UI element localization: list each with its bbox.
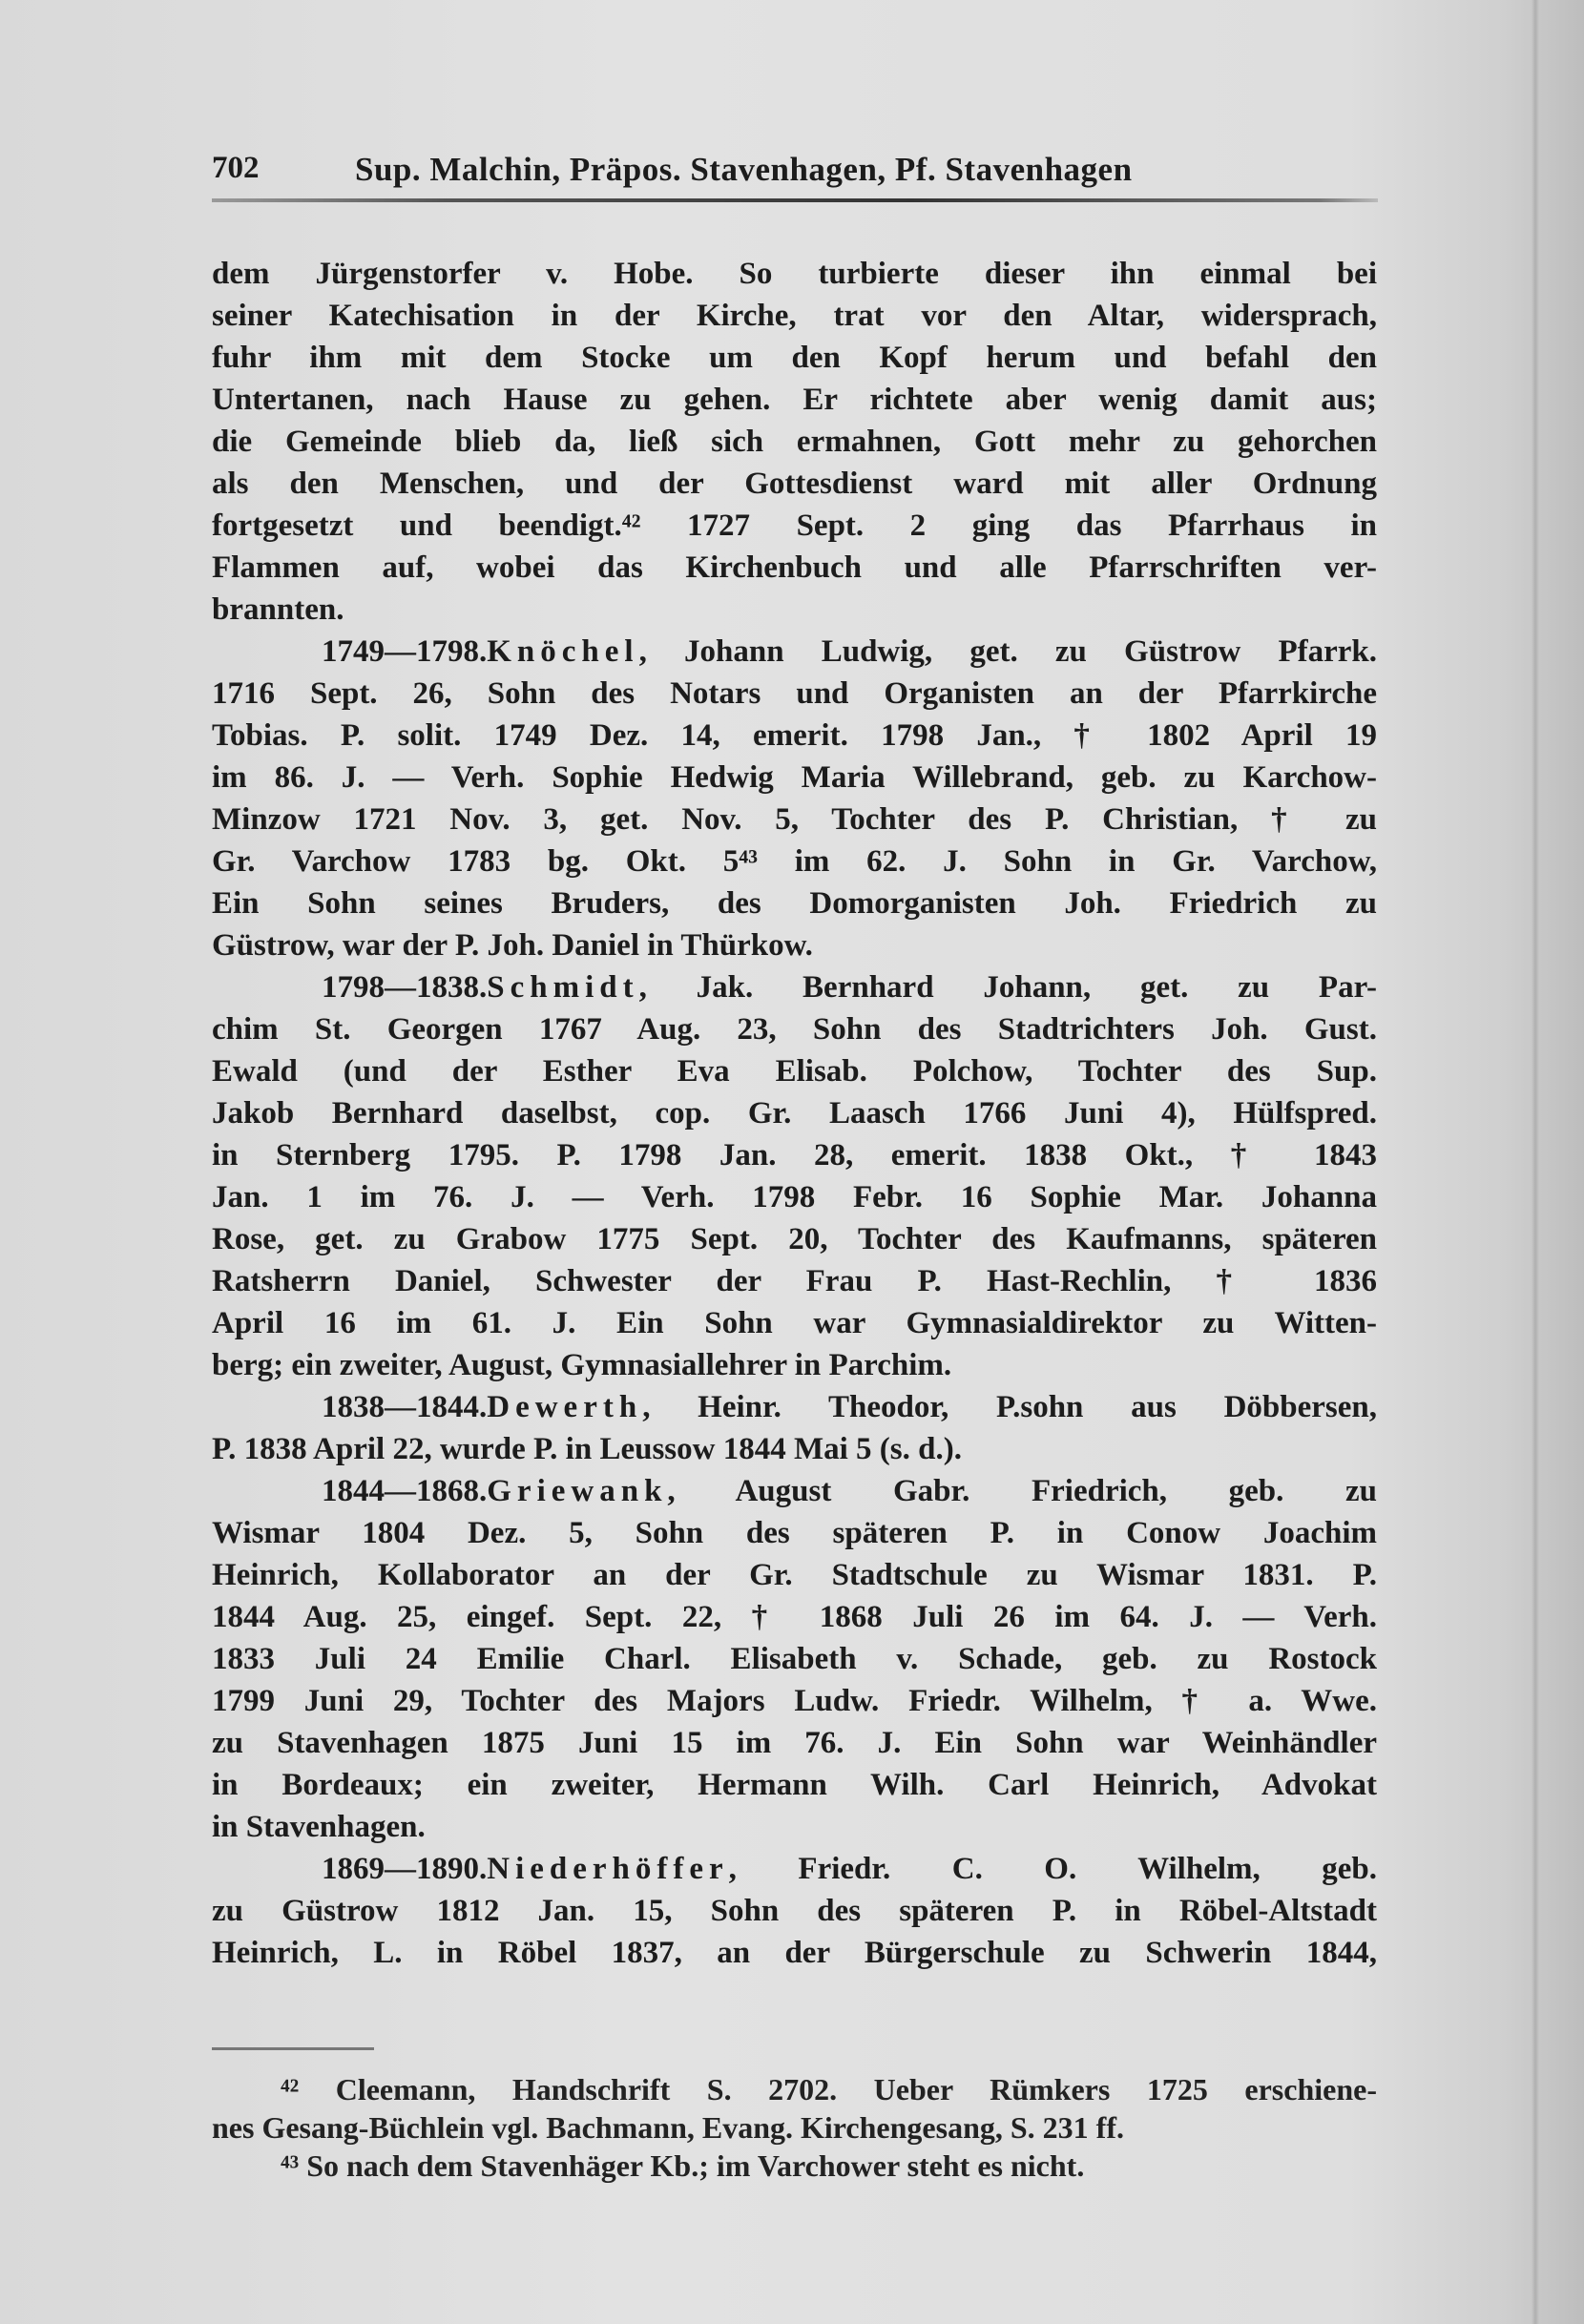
text-line: die Gemeinde blieb da, ließ sich ermahnen, Gott mehr zu gehorchen	[212, 425, 1377, 459]
footnote-line: nes Gesang-Büchlein vgl. Bachmann, Evang. Kirchengesang, S. 231 ff.	[212, 2110, 1124, 2145]
pastor-name: Griewank	[487, 1474, 668, 1508]
paragraph	[212, 966, 1377, 1386]
paragraph	[212, 1386, 1377, 1470]
text-line: in Bordeaux; ein zweiter, Hermann Wilh. Carl Heinrich, Advokat	[212, 1768, 1377, 1802]
text-line: chim St. Georgen 1767 Aug. 23, Sohn des Stadtrichters Joh. Gust.	[212, 1012, 1377, 1047]
text-line: brannten.	[212, 592, 344, 627]
text-line: Minzow 1721 Nov. 3, get. Nov. 5, Tochter des P. Christian, † zu	[212, 802, 1377, 837]
text-line: im 86. J. — Verh. Sophie Hedwig Maria Willebrand, geb. zu Karchow-	[212, 760, 1377, 795]
running-title: Sup. Malchin, Präpos. Stavenhagen, Pf. Stavenhagen	[355, 151, 1133, 188]
pastor-name: Dewerth	[487, 1390, 643, 1424]
entry-heading-rest: , Heinr. Theodor, P.sohn aus Döbbersen,	[642, 1390, 1377, 1424]
body-text	[212, 253, 1377, 1974]
entry-dates: 1798—1838.	[322, 970, 488, 1005]
text-line: Jan. 1 im 76. J. — Verh. 1798 Febr. 16 Sophie Mar. Johanna	[212, 1180, 1377, 1214]
entry-heading-rest: , Friedr. C. O. Wilhelm, geb.	[728, 1852, 1377, 1886]
pastor-name: Schmidt	[487, 970, 639, 1005]
text-line: Ein Sohn seines Bruders, des Domorganisten Joh. Friedrich zu	[212, 886, 1377, 921]
entry-heading-line	[212, 631, 1377, 673]
paragraph	[212, 1470, 1377, 1848]
text-line: Heinrich, L. in Röbel 1837, an der Bürgerschule zu Schwerin 1844,	[212, 1936, 1377, 1970]
footnote-line: ⁴² Cleemann, Handschrift S. 2702. Ueber Rümkers 1725 erschiene-	[281, 2072, 1377, 2106]
running-header	[212, 151, 1378, 198]
entry-heading-line	[212, 1470, 1377, 1512]
text-line: Ratsherrn Daniel, Schwester der Frau P. Hast-Rechlin, † 1836	[212, 1264, 1377, 1298]
entry-dates: 1844—1868.	[322, 1474, 488, 1508]
paragraph	[212, 253, 1377, 631]
text-line: Flammen auf, wobei das Kirchenbuch und alle Pfarrschriften ver-	[212, 550, 1377, 585]
text-line: in Stavenhagen.	[212, 1810, 426, 1844]
text-line: fortgesetzt und beendigt.⁴² 1727 Sept. 2 ging das Pfarrhaus in	[212, 508, 1377, 543]
entry-heading-rest: , August Gabr. Friedrich, geb. zu	[667, 1474, 1377, 1508]
text-line: Untertanen, nach Hause zu gehen. Er richtete aber wenig damit aus;	[212, 383, 1377, 417]
text-line: Rose, get. zu Grabow 1775 Sept. 20, Tochter des Kaufmanns, späteren	[212, 1222, 1377, 1256]
entry-dates: 1869—1890.	[322, 1852, 488, 1886]
text-line: Güstrow, war der P. Joh. Daniel in Thürkow.	[212, 928, 813, 963]
entry-heading-line	[212, 966, 1377, 1008]
text-line: seiner Katechisation in der Kirche, trat vor den Altar, widersprach,	[212, 299, 1377, 333]
text-line: berg; ein zweiter, August, Gymnasiallehrer in Parchim.	[212, 1348, 952, 1382]
entry-heading-line	[212, 1386, 1377, 1428]
text-line: 1844 Aug. 25, eingef. Sept. 22, † 1868 Juli 26 im 64. J. — Verh.	[212, 1600, 1377, 1634]
text-line: 1799 Juni 29, Tochter des Majors Ludw. Friedr. Wilhelm, † a. Wwe.	[212, 1684, 1377, 1718]
text-line: dem Jürgenstorfer v. Hobe. So turbierte dieser ihn einmal bei	[212, 257, 1377, 291]
page-number: 702	[212, 151, 260, 185]
text-line: Tobias. P. solit. 1749 Dez. 14, emerit. 1798 Jan., † 1802 April 19	[212, 718, 1377, 753]
text-line: als den Menschen, und der Gottesdienst ward mit aller Ordnung	[212, 467, 1377, 501]
header-rule	[212, 198, 1378, 202]
entry-heading-rest: , Jak. Bernhard Johann, get. zu Par-	[638, 970, 1377, 1005]
text-line: April 16 im 61. J. Ein Sohn war Gymnasialdirektor zu Witten-	[212, 1306, 1377, 1340]
pastor-name: Niederhöffer	[487, 1852, 729, 1886]
text-line: P. 1838 April 22, wurde P. in Leussow 1844 Mai 5 (s. d.).	[212, 1432, 962, 1466]
footnote-rule	[212, 2047, 374, 2050]
text-line: Wismar 1804 Dez. 5, Sohn des späteren P. in Conow Joachim	[212, 1516, 1377, 1550]
text-line: zu Stavenhagen 1875 Juni 15 im 76. J. Ein Sohn war Weinhändler	[212, 1726, 1377, 1760]
entry-heading-line	[212, 1848, 1377, 1890]
text-line: 1716 Sept. 26, Sohn des Notars und Organisten an der Pfarrkirche	[212, 676, 1377, 711]
text-line: Jakob Bernhard daselbst, cop. Gr. Laasch 1766 Juni 4), Hülfspred.	[212, 1096, 1377, 1131]
page-edge-shadow	[1532, 0, 1539, 2324]
pastor-name: Knöchel	[487, 634, 639, 669]
entry-heading-rest: , Johann Ludwig, get. zu Güstrow Pfarrk.	[638, 634, 1377, 669]
text-line: 1833 Juli 24 Emilie Charl. Elisabeth v. Schade, geb. zu Rostock	[212, 1642, 1377, 1676]
footnotes	[212, 2070, 1377, 2185]
paragraph	[212, 631, 1377, 966]
text-line: fuhr ihm mit dem Stocke um den Kopf herum und befahl den	[212, 341, 1377, 375]
text-line: Gr. Varchow 1783 bg. Okt. 5⁴³ im 62. J. Sohn in Gr. Varchow,	[212, 844, 1377, 879]
footnote-line: ⁴³ So nach dem Stavenhäger Kb.; im Varchower steht es nicht.	[281, 2148, 1085, 2183]
text-line: Heinrich, Kollaborator an der Gr. Stadtschule zu Wismar 1831. P.	[212, 1558, 1377, 1592]
entry-dates: 1749—1798.	[322, 634, 488, 669]
text-line: zu Güstrow 1812 Jan. 15, Sohn des späteren P. in Röbel-Altstadt	[212, 1894, 1377, 1928]
paragraph	[212, 1848, 1377, 1974]
text-line: in Sternberg 1795. P. 1798 Jan. 28, emerit. 1838 Okt., † 1843	[212, 1138, 1377, 1172]
text-line: Ewald (und der Esther Eva Elisab. Polchow, Tochter des Sup.	[212, 1054, 1377, 1089]
entry-dates: 1838—1844.	[322, 1390, 488, 1424]
